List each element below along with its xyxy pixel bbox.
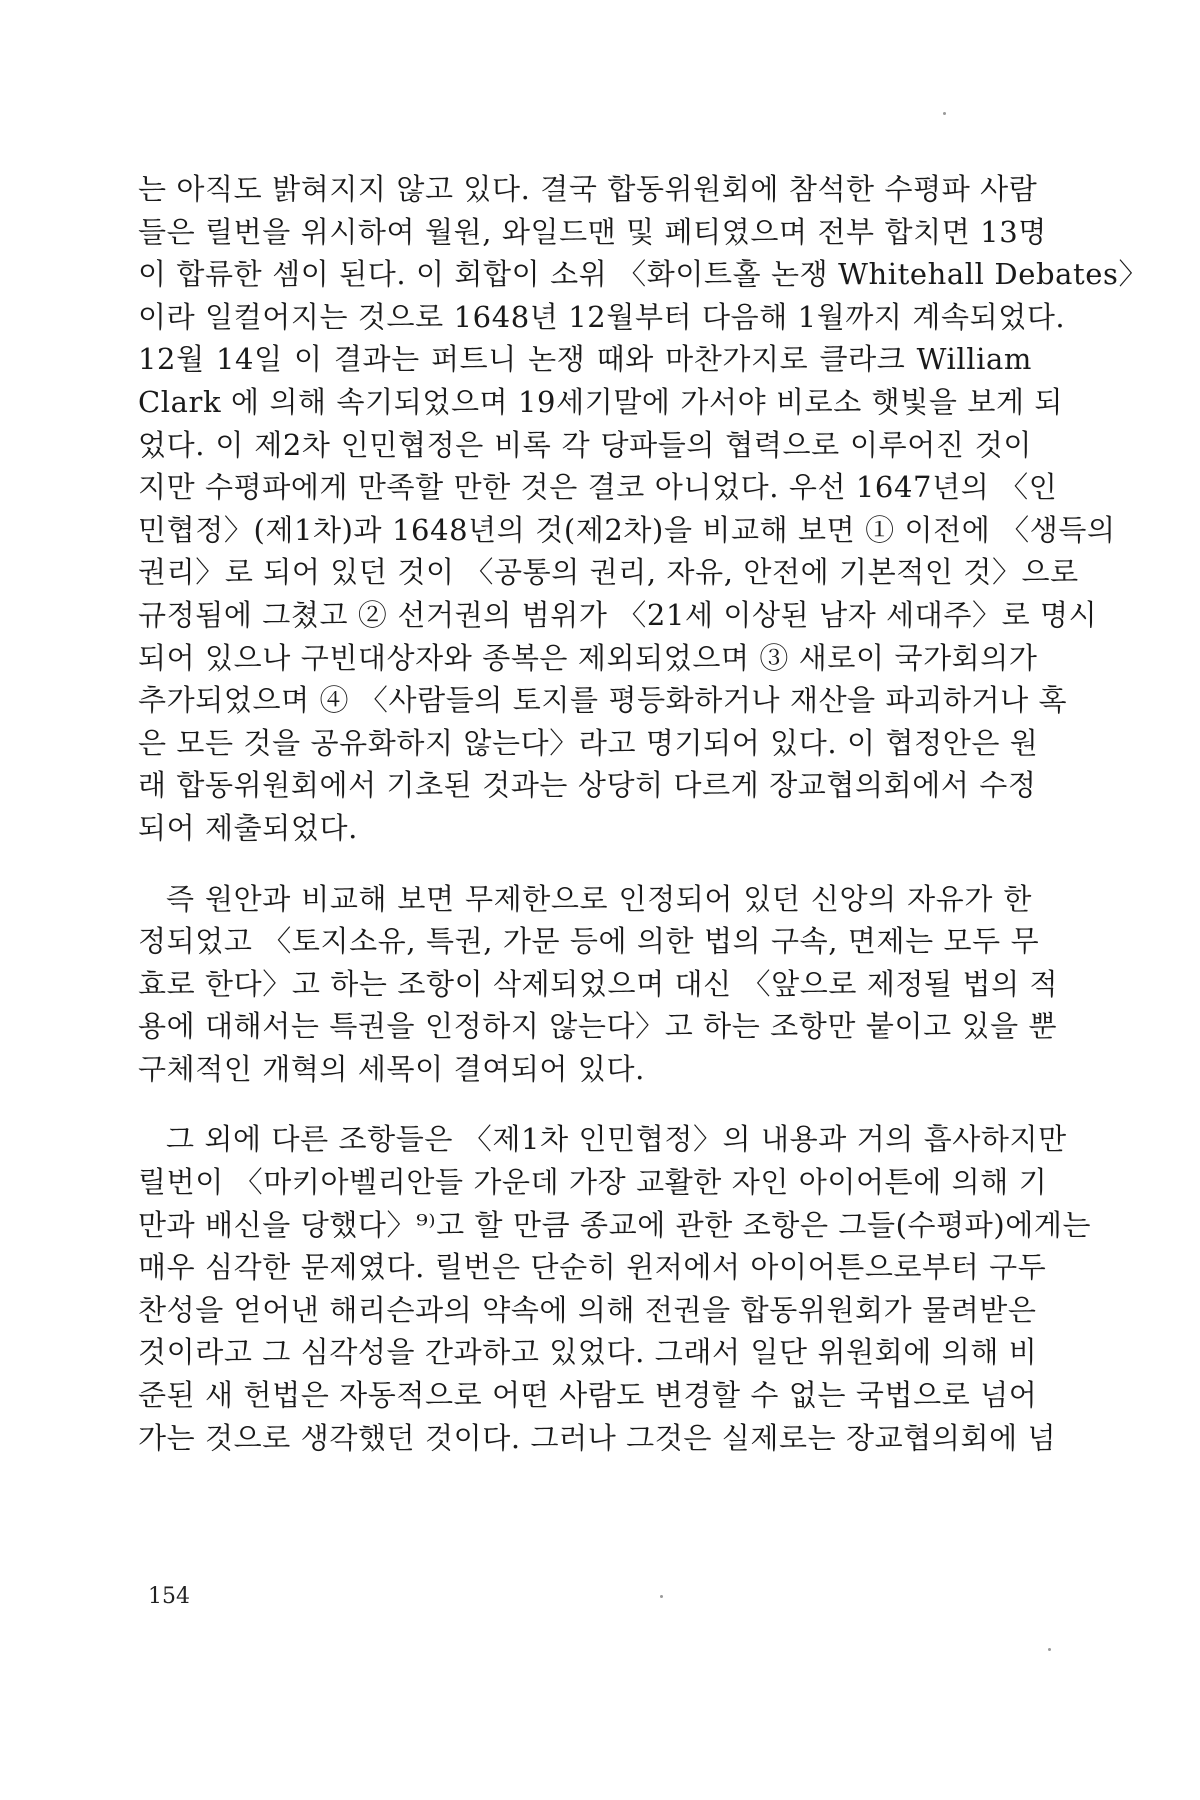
page-body: [138, 168, 1149, 1459]
text-line: 되어 있으나 구빈대상자와 종복은 제외되었으며 ③ 새로이 국가회의가: [138, 640, 1038, 675]
text-line: 이라 일컬어지는 것으로 1648년 12월부터 다음해 1월까지 계속되었다.: [138, 299, 1066, 334]
text-line: 것이라고 그 심각성을 간과하고 있었다. 그래서 일단 위원회에 의해 비: [138, 1335, 1038, 1370]
text-line: 준된 새 헌법은 자동적으로 어떤 사람도 변경할 수 없는 국법으로 넘어: [138, 1378, 1038, 1413]
text-line: 지만 수평파에게 만족할 만한 것은 결코 아니었다. 우선 1647년의 〈인: [138, 470, 1058, 505]
text-line: 만과 배신을 당했다〉⁹⁾고 할 만큼 종교에 관한 조항은 그들(수평파)에게는: [138, 1207, 1092, 1242]
text-line: 되어 제출되었다.: [138, 810, 358, 845]
text-line: 래 합동위원회에서 기초된 것과는 상당히 다르게 장교협의회에서 수정: [138, 768, 1037, 803]
text-line: 는 아직도 밝혀지지 않고 있다. 결국 합동위원회에 참석한 수평파 사람: [138, 172, 1038, 206]
paragraph-spacer: [138, 850, 1032, 878]
paragraph-spacer: [138, 1090, 1032, 1118]
text-line: 즉 원안과 비교해 보면 무제한으로 인정되어 있던 신앙의 자유가 한: [166, 881, 1032, 916]
text-line: 규정됨에 그쳤고 ② 선거권의 범위가 〈21세 이상된 남자 세대주〉로 명시: [138, 597, 1098, 632]
scan-speck: [660, 1595, 663, 1598]
text-line: 찬성을 얻어낸 해리슨과의 약속에 의해 전권을 합동위원회가 물려받은: [138, 1292, 1037, 1327]
paragraph-2: [138, 878, 1059, 1091]
text-line: 효로 한다〉고 하는 조항이 삭제되었으며 대신 〈앞으로 제정될 법의 적: [138, 966, 1059, 1001]
paragraph-3: [138, 1118, 1092, 1459]
scan-speck: [943, 112, 946, 115]
text-line: 은 모든 것을 공유화하지 않는다〉라고 명기되어 있다. 이 협정안은 원: [138, 725, 1039, 760]
scan-speck: [1048, 1648, 1051, 1651]
paragraph-1: [138, 168, 1149, 850]
text-line: 권리〉로 되어 있던 것이 〈공통의 권리, 자유, 안전에 기본적인 것〉으로: [138, 555, 1079, 590]
text-line: 용에 대해서는 특권을 인정하지 않는다〉고 하는 조항만 붙이고 있을 뿐: [138, 1009, 1058, 1044]
text-line: 었다. 이 제2차 인민협정은 비록 각 당파들의 협력으로 이루어진 것이: [138, 427, 1032, 462]
text-line: 12월 14일 이 결과는 퍼트니 논쟁 때와 마찬가지로 클라크 William: [138, 342, 1032, 377]
text-line: 매우 심각한 문제였다. 릴번은 단순히 윈저에서 아이어튼으로부터 구두: [138, 1250, 1047, 1285]
page-number: 154: [148, 1584, 190, 1609]
text-line: 그 외에 다른 조항들은 〈제1차 인민협정〉의 내용과 거의 흡사하지만: [166, 1122, 1067, 1157]
text-line: Clark 에 의해 속기되었으며 19세기말에 가서야 비로소 햇빛을 보게 되: [138, 384, 1064, 419]
text-line: 이 합류한 셈이 된다. 이 회합이 소위 〈화이트홀 논쟁 Whitehall Debates〉: [138, 257, 1149, 292]
text-line: 가는 것으로 생각했던 것이다. 그러나 그것은 실제로는 장교협의회에 넘: [138, 1420, 1057, 1455]
text-line: 정되었고 〈토지소유, 특권, 가문 등에 의한 법의 구속, 면제는 모두 무: [138, 924, 1040, 959]
text-line: 추가되었으며 ④ 〈사람들의 토지를 평등화하거나 재산을 파괴하거나 혹: [138, 683, 1068, 718]
text-line: 민협정〉(제1차)과 1648년의 것(제2차)을 비교해 보면 ① 이전에 〈생득의: [138, 512, 1116, 547]
text-line: 들은 릴번을 위시하여 월원, 와일드맨 및 페티였으며 전부 합치면 13명: [138, 214, 1047, 249]
text-line: 구체적인 개혁의 세목이 결여되어 있다.: [138, 1051, 645, 1086]
text-line: 릴번이 〈마키아벨리안들 가운데 가장 교활한 자인 아이어튼에 의해 기: [138, 1165, 1048, 1200]
